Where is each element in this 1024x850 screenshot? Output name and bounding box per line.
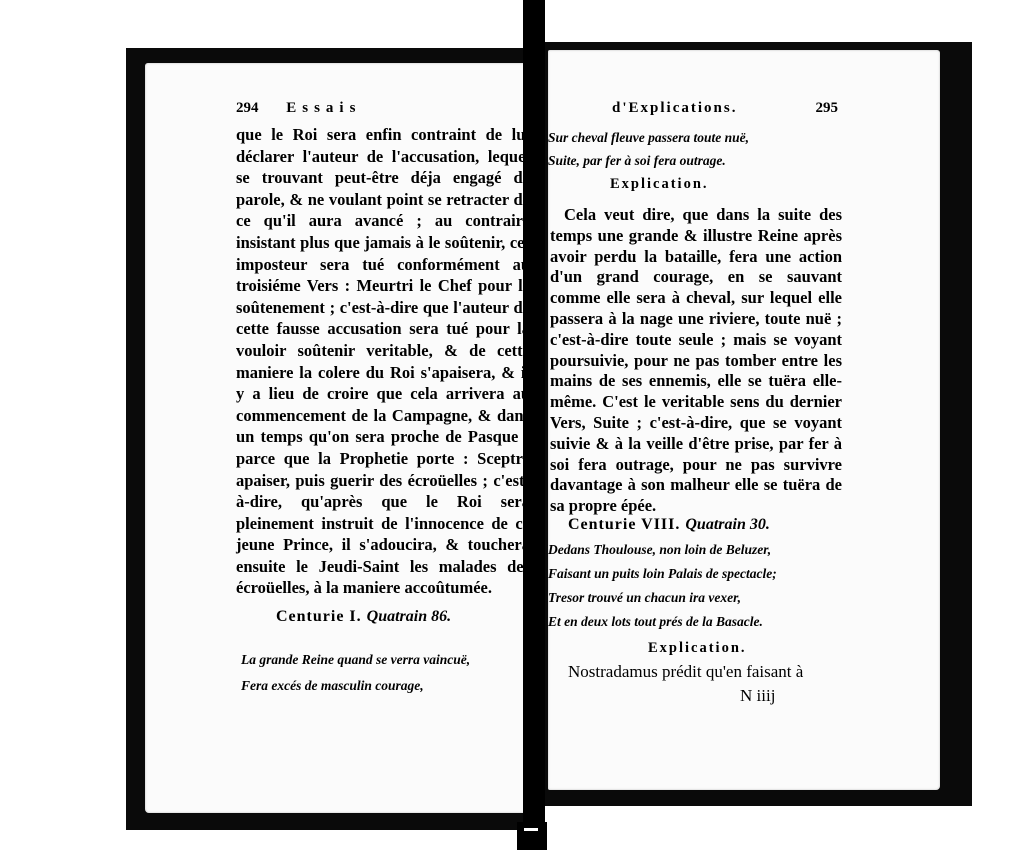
left-verse <box>241 647 470 699</box>
right-prose <box>550 205 842 517</box>
left-page-number: 294 <box>236 100 259 116</box>
right-verse-line: Tresor trouvé un chacun ira vexer, <box>548 590 742 605</box>
right-quatrain-label: Quatrain 30. <box>685 516 770 533</box>
right-verse-line: Sur cheval fleuve passera toute nuë, <box>548 130 749 145</box>
right-running-header <box>612 100 838 117</box>
explication-heading: Explication. <box>610 176 709 192</box>
right-prose-text: Cela veut dire, que dans la suite des temps une grande & illustre Reine après avoir perdu la bataille, fera une action d'un grand courage, en se sauvant comme elle sera à cheval, sur lequel elle passera à la nage une riviere, toute nuë ; c'est-à-dire toute seule ; mais se voyant poursuivie, pour ne pas tomber entre les mains de ses ennemis, elle se tuëra elle-même. C'est le veritable sens du dernier Vers, Suite ; c'est-à-dire, que se voyant suivie & à la veille d'être prise, par fer à soi fera outrage, pour ne pas survivre davantage à son malheur elle se tuëra de sa propre épée. <box>550 205 842 516</box>
right-centurie-heading <box>568 516 770 534</box>
left-verse-line: Fera excés de masculin courage, <box>241 678 424 693</box>
closing-line: Nostradamus prédit qu'en faisant à <box>568 662 804 681</box>
right-centurie-label: Centurie VIII. <box>568 516 681 533</box>
left-running-head: Essais <box>286 100 362 116</box>
left-centurie-heading <box>276 608 451 626</box>
right-verse-bottom <box>548 538 777 634</box>
right-running-head: d'Explications. <box>612 100 738 116</box>
left-running-header <box>236 100 361 117</box>
right-verse-line: Et en deux lots tout prés de la Basacle. <box>548 614 763 629</box>
signature-mark: N iiij <box>740 686 776 705</box>
left-prose: que le Roi sera enfin contraint de lui déclarer l'auteur de l'accusation, lequel se trouvant peut-être déja engagé de parole, & ne voulant point se retracter de ce qu'il aura avancé ; au contraire insistant plus que jamais à le soûtenir, cet imposteur sera tué conformément au troisiéme Vers : Meurtri le Chef pour le soûtenement ; c'est-à-dire que l'auteur de cette fausse accusation sera tué pour la vouloir soûtenir veritable, & de cette maniere la colere du Roi s'apaisera, & il y a lieu de croire que cela arrivera au commencement de la Campagne, & dans un temps qu'on sera proche de Pasque ; parce que la Prophetie porte : Sceptre apaiser, puis guerir des écroüelles ; c'est-à-dire, qu'après que le Roi sera pleinement instruit de l'innocence de ce jeune Prince, il s'adoucira, & touchera ensuite le Jeudi-Saint les malades des écroüelles, à la maniere accoûtumée. <box>236 125 530 598</box>
left-quatrain-label: Quatrain 86. <box>366 608 452 625</box>
explication-heading-2: Explication. <box>648 640 747 656</box>
right-verse-line: Dedans Thoulouse, non loin de Beluzer, <box>548 542 772 557</box>
right-page-number: 295 <box>815 100 838 116</box>
left-centurie-label: Centurie I. <box>276 608 362 625</box>
left-verse-line: La grande Reine quand se verra vaincuë, <box>241 652 471 667</box>
right-verse-line: Suite, par fer à soi fera outrage. <box>548 153 726 168</box>
spine-bottom <box>517 822 547 850</box>
right-verse-top <box>548 126 749 172</box>
right-verse-line: Faisant un puits loin Palais de spectacle; <box>548 566 777 581</box>
